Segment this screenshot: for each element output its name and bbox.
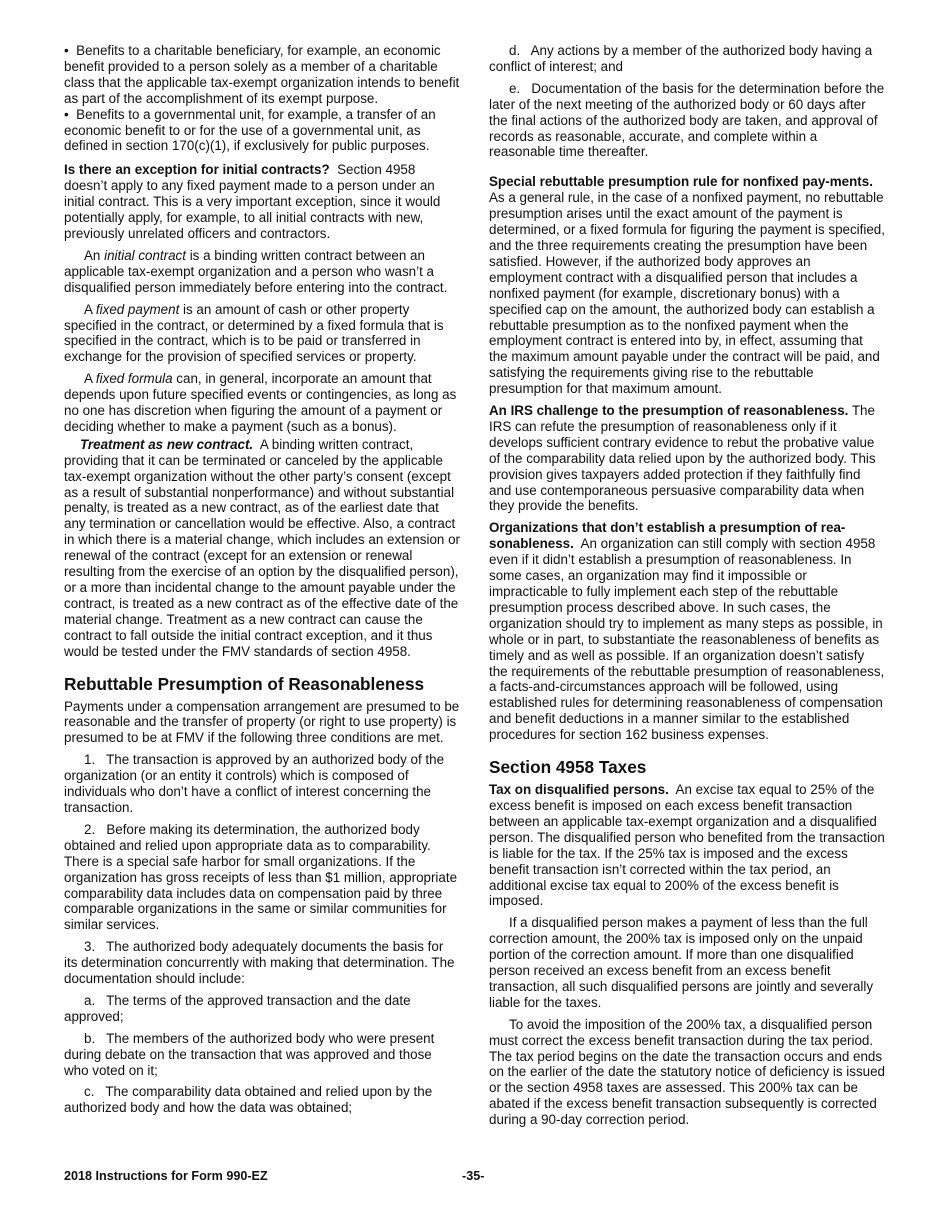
initial-contracts-paragraph [64, 162, 460, 242]
documentation-item-e: e. Documentation of the basis for the determination before the later of the next meeting of the authorized body or 60 days after the final actions of the authorized body are taken, and approval of records as reasonable, accurate, and complete within a reasonable time thereafter. [489, 80, 885, 160]
fixed-payment-definition: A fixed payment is an amount of cash or other property specified in the contract, or determined by a fixed formula that is specified in the contract, which is to be paid or transferred in exchange for the provision of specified services or property. [64, 301, 444, 365]
bullet-charitable-beneficiary: • Benefits to a charitable beneficiary, for example, an economic benefit provided to a person solely as a member of a charitable class that the applicable tax-exempt organization intends to benefit as part of the accomplishment of its exempt purpose. [64, 43, 460, 107]
avoid-tax-paragraph: To avoid the imposition of the 200% tax, a disqualified person must correct the excess benefit transaction during the tax period. The tax period begins on the date the transaction occurs and ends on the earlier of the date the statutory notice of deficiency is issued or the section 4958 taxes are assessed. This 200% tax can be abated if the excess benefit transaction subsequently is corrected during a 90-day correction period. [489, 1016, 885, 1128]
rebuttable-presumption-heading: Rebuttable Presumption of Reasonableness [64, 673, 425, 694]
new-contract-heading: Treatment as new contract. [80, 436, 254, 452]
documentation-item-c: c. The comparability data obtained and relied upon by the authorized body and how the data was obtained; [64, 1084, 433, 1116]
page-number: -35- [462, 1169, 485, 1183]
left-column [64, 43, 460, 1122]
initial-contracts-heading: Is there an exception for initial contracts? [64, 162, 330, 178]
partial-payment-paragraph: If a disqualified person makes a payment of less than the full correction amount, the 200% tax is imposed only on the unpaid portion of the correction amount. If more than one disqualified person received an excess benefit from an excess benefit transaction, all such disqualified persons are jointly and severally liable for the taxes. [489, 915, 874, 1010]
disqualified-persons-tax-text: An excise tax equal to 25% of the excess benefit is imposed on each excess benefit transaction between an applicable tax-exempt organization and a disqualified person. The disqualified person who benefited from the transaction is liable for the tax. If the 25% tax is imposed and the excess benefit transaction isn’t corrected within the tax period, an additional excise tax equal to 200% of the excess benefit is imposed. [489, 782, 885, 909]
nonfixed-payments-paragraph [489, 174, 885, 397]
no-presumption-paragraph [489, 520, 885, 743]
new-contract-paragraph [64, 437, 460, 660]
condition-3: 3. The authorized body adequately documents the basis for its determination concurrently with making that determination. The documentation should include: [64, 939, 455, 987]
bullet-governmental-unit: • Benefits to a governmental unit, for example, a transfer of an economic benefit to or for the use of a governmental unit, as defined in section 170(c)(1), if exclusively for public purposes. [64, 107, 460, 155]
no-presumption-heading: Organizations that don’t establish a presumption of rea-sonableness. [489, 520, 846, 552]
condition-1: 1. The transaction is approved by an authorized body of the organization (or an entity it controls) which is composed of individuals who don’t have a conflict of interest concerning the transaction. [64, 752, 445, 815]
condition-2: 2. Before making its determination, the authorized body obtained and relied upon appropriate data as to comparability. There is a special safe harbor for small organizations. If the organization has gross receipts of less than $1 million, appropriate comparability data includes data on compensation paid by three comparable organizations in the same or similar communities for similar services. [64, 821, 458, 933]
irs-challenge-heading: An IRS challenge to the presumption of reasonableness. [489, 403, 849, 419]
irs-challenge-text: The IRS can refute the presumption of reasonableness only if it develops sufficient contrary evidence to rebut the probative value of the comparability data relied upon by the authorized body. This provision gives taxpayers added protection if they faithfully find and use contemporaneous persuasive comparability data when they provide the benefits. [489, 403, 876, 514]
fixed-formula-definition: A fixed formula can, in general, incorporate an amount that depends upon future specified events or contingencies, as long as no one has discretion when figuring the amount of a payment or deciding whether to make a payment (such as a bonus). [64, 371, 457, 434]
fixed-payment-term: fixed payment [95, 301, 180, 317]
section-4958-taxes-heading: Section 4958 Taxes [489, 757, 647, 778]
disqualified-persons-tax-paragraph [489, 782, 885, 909]
no-presumption-text: An organization can still comply with section 4958 even if it didn’t establish a presumption of reasonableness. In some cases, an organization may find it impossible or impracticable to fully implement each step of the rebuttable presumption process described above. In such cases, the organization should try to implement as many steps as possible, in whole or in part, to substantiate the reasonableness of benefits as timely and as well as possible. If an organization doesn’t satisfy the requirements of the rebuttable presumption of reasonableness, a facts-and-circumstances approach will be followed, using established rules for determining reasonableness of compensation and benefit deductions in a manner similar to the established procedures for section 162 business expenses. [489, 536, 885, 743]
disqualified-persons-tax-heading: Tax on disqualified persons. [489, 782, 669, 798]
documentation-item-b: b. The members of the authorized body who were present during debate on the transaction that was approved and those who voted on it; [64, 1030, 435, 1078]
initial-contract-definition: An initial contract is a binding written contract between an applicable tax-exempt organization and a person who wasn’t a disqualified person immediately before entering into the contract. [64, 247, 448, 295]
fixed-formula-term: fixed formula [95, 371, 173, 387]
footer-form-title: 2018 Instructions for Form 990-EZ [64, 1169, 268, 1183]
rebuttable-presumption-intro: Payments under a compensation arrangement are presumed to be reasonable and the transfer of property (or right to use property) is presumed to be at FMV if the following three conditions are met. [64, 698, 460, 746]
nonfixed-payments-text: As a general rule, in the case of a nonfixed payment, no rebuttable presumption arises until the exact amount of the payment is determined, or a fixed formula for figuring the payment is specified, and the three requirements creating the presumption have been satisfied. However, if the authorized body approves an employment contract with a disqualified person that includes a nonfixed payment (for example, discretionary bonus) with a specified cap on the amount, the authorized body can establish a rebuttable presumption as to the nonfixed payment when the employment contract is entered into by, in effect, assuming that the maximum amount payable under the contract will be paid, and satisfying the requirements giving rise to the rebuttable presumption for that maximum amount. [489, 190, 885, 397]
documentation-item-a: a. The terms of the approved transaction and the date approved; [64, 992, 411, 1024]
irs-challenge-paragraph [489, 403, 885, 514]
initial-contract-term: initial contract [104, 247, 186, 263]
nonfixed-payments-heading: Special rebuttable presumption rule for nonfixed pay-ments. [489, 174, 873, 190]
right-column [489, 43, 885, 1134]
initial-contracts-text: Section 4958 doesn’t apply to any fixed payment made to a person under an initial contract. This is a very important exception, since it would potentially apply, for example, to all initial contracts with new, previously unrelated officers and contractors. [64, 162, 441, 241]
new-contract-text: A binding written contract, providing that it can be terminated or canceled by the applicable tax-exempt organization without the other party’s consent (except as a result of substantial nonperformance) and without substantial penalty, is treated as a new contract, as of the earliest date that any termination or cancellation would be effective. Also, a contract in which there is a material change, which includes an extension or renewal of the contract (except for an extension or renewal resulting from the exercise of an option by the disqualified person), or a more than incidental change to the amount payable under the contract, is treated as a new contract as of the effective date of the material change. Treatment as a new contract can cause the contract to fall outside the initial contract exception, and it thus would be tested under the FMV standards of section 4958. [64, 436, 460, 659]
documentation-item-d: d. Any actions by a member of the authorized body having a conflict of interest; and [489, 43, 873, 74]
